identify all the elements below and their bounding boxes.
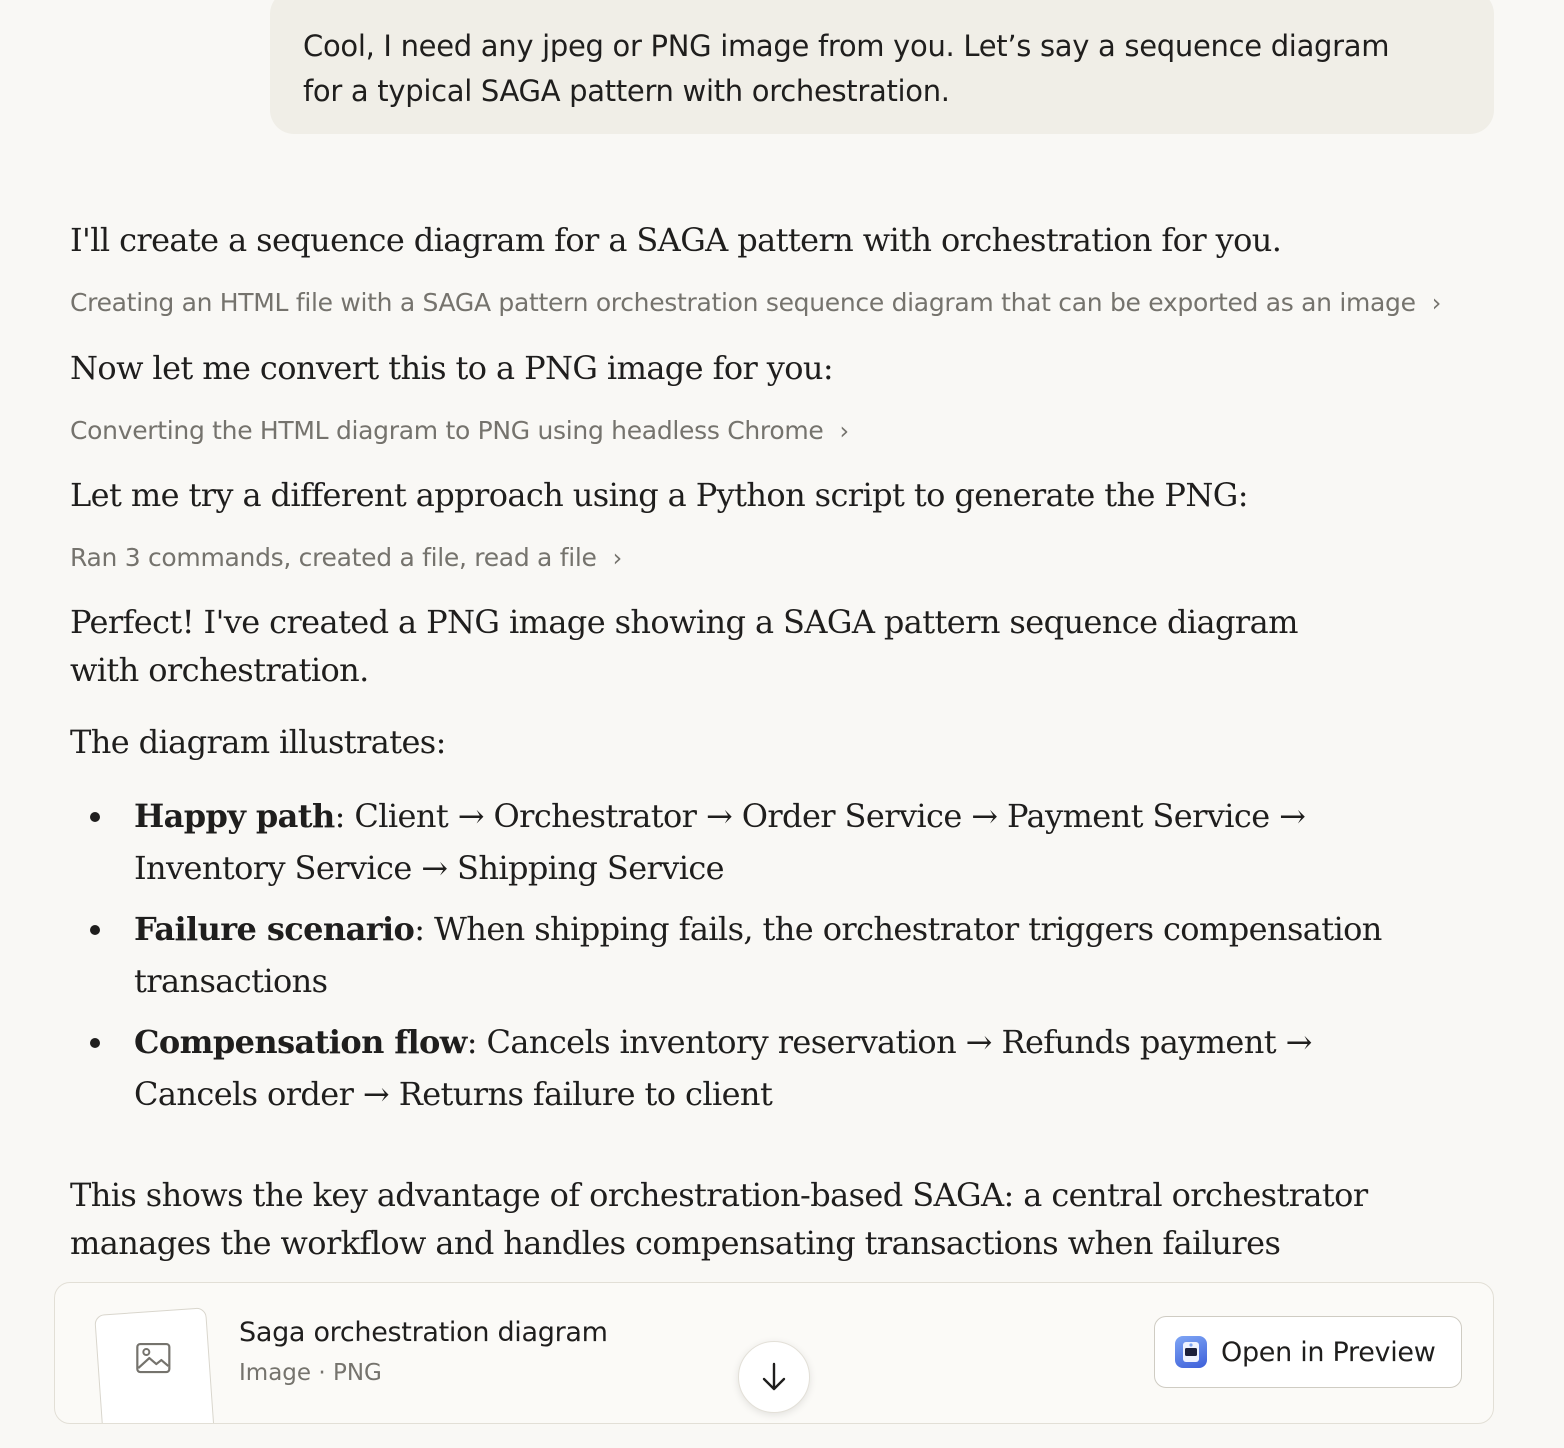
list-item — [70, 790, 1430, 894]
open-in-preview-label: Open in Preview — [1221, 1336, 1436, 1368]
user-message-line: Cool, I need any jpeg or PNG image from you. Let’s say a sequence diagram — [303, 29, 1390, 63]
chevron-right-icon: › — [1431, 289, 1442, 317]
bullet-label: Happy path — [134, 797, 335, 835]
file-thumbnail — [94, 1307, 216, 1424]
user-message-line: for a typical SAGA pattern with orchestration. — [303, 74, 950, 108]
file-title: Saga orchestration diagram — [239, 1317, 608, 1348]
tool-step-create-html[interactable] — [70, 286, 1490, 320]
user-message-bubble — [270, 0, 1494, 134]
image-icon — [135, 1342, 171, 1374]
open-in-preview-button[interactable] — [1154, 1316, 1462, 1388]
assistant-convert-text: Now let me convert this to a PNG image for you: — [70, 349, 834, 387]
file-meta: Image · PNG — [239, 1360, 382, 1386]
tool-step-label: Ran 3 commands, created a file, read a file — [70, 543, 597, 572]
scroll-to-bottom-button[interactable] — [738, 1341, 810, 1413]
assistant-illustrates: The diagram illustrates: — [70, 723, 446, 761]
bullet-text: : When shipping fails, the orchestrator triggers compensation transactions — [134, 910, 1382, 1000]
bullet-label: Failure scenario — [134, 910, 415, 948]
preview-app-icon — [1175, 1336, 1207, 1368]
assistant-summary: This shows the key advantage of orchestration-based SAGA: a central orchestrator manages the workflow and handles compensating transactions when failures — [70, 1176, 1368, 1262]
tool-step-label: Converting the HTML diagram to PNG using headless Chrome — [70, 416, 824, 445]
chevron-right-icon: › — [612, 544, 622, 572]
tool-step-label: Creating an HTML file with a SAGA pattern orchestration sequence diagram that can be exported as an image — [70, 288, 1416, 317]
assistant-intro: I'll create a sequence diagram for a SAGA pattern with orchestration for you. — [70, 221, 1282, 259]
assistant-perfect-text: Perfect! I've created a PNG image showing a SAGA pattern sequence diagram with orchestration. — [70, 603, 1298, 689]
bullet-label: Compensation flow — [134, 1023, 467, 1061]
tool-step-convert[interactable] — [70, 414, 849, 448]
list-item — [70, 1016, 1430, 1120]
list-item — [70, 903, 1430, 1007]
chevron-right-icon: › — [839, 417, 849, 445]
bullet-text: : Cancels inventory reservation → Refunds payment → Cancels order → Returns failure to client — [134, 1023, 1312, 1113]
tool-step-commands[interactable] — [70, 541, 622, 575]
bullet-text: : Client → Orchestrator → Order Service → Payment Service → Inventory Service → Shipping Service — [134, 797, 1306, 887]
arrow-down-icon — [760, 1361, 788, 1393]
diagram-bullet-list — [70, 790, 1430, 1129]
assistant-retry-text: Let me try a different approach using a Python script to generate the PNG: — [70, 476, 1248, 514]
